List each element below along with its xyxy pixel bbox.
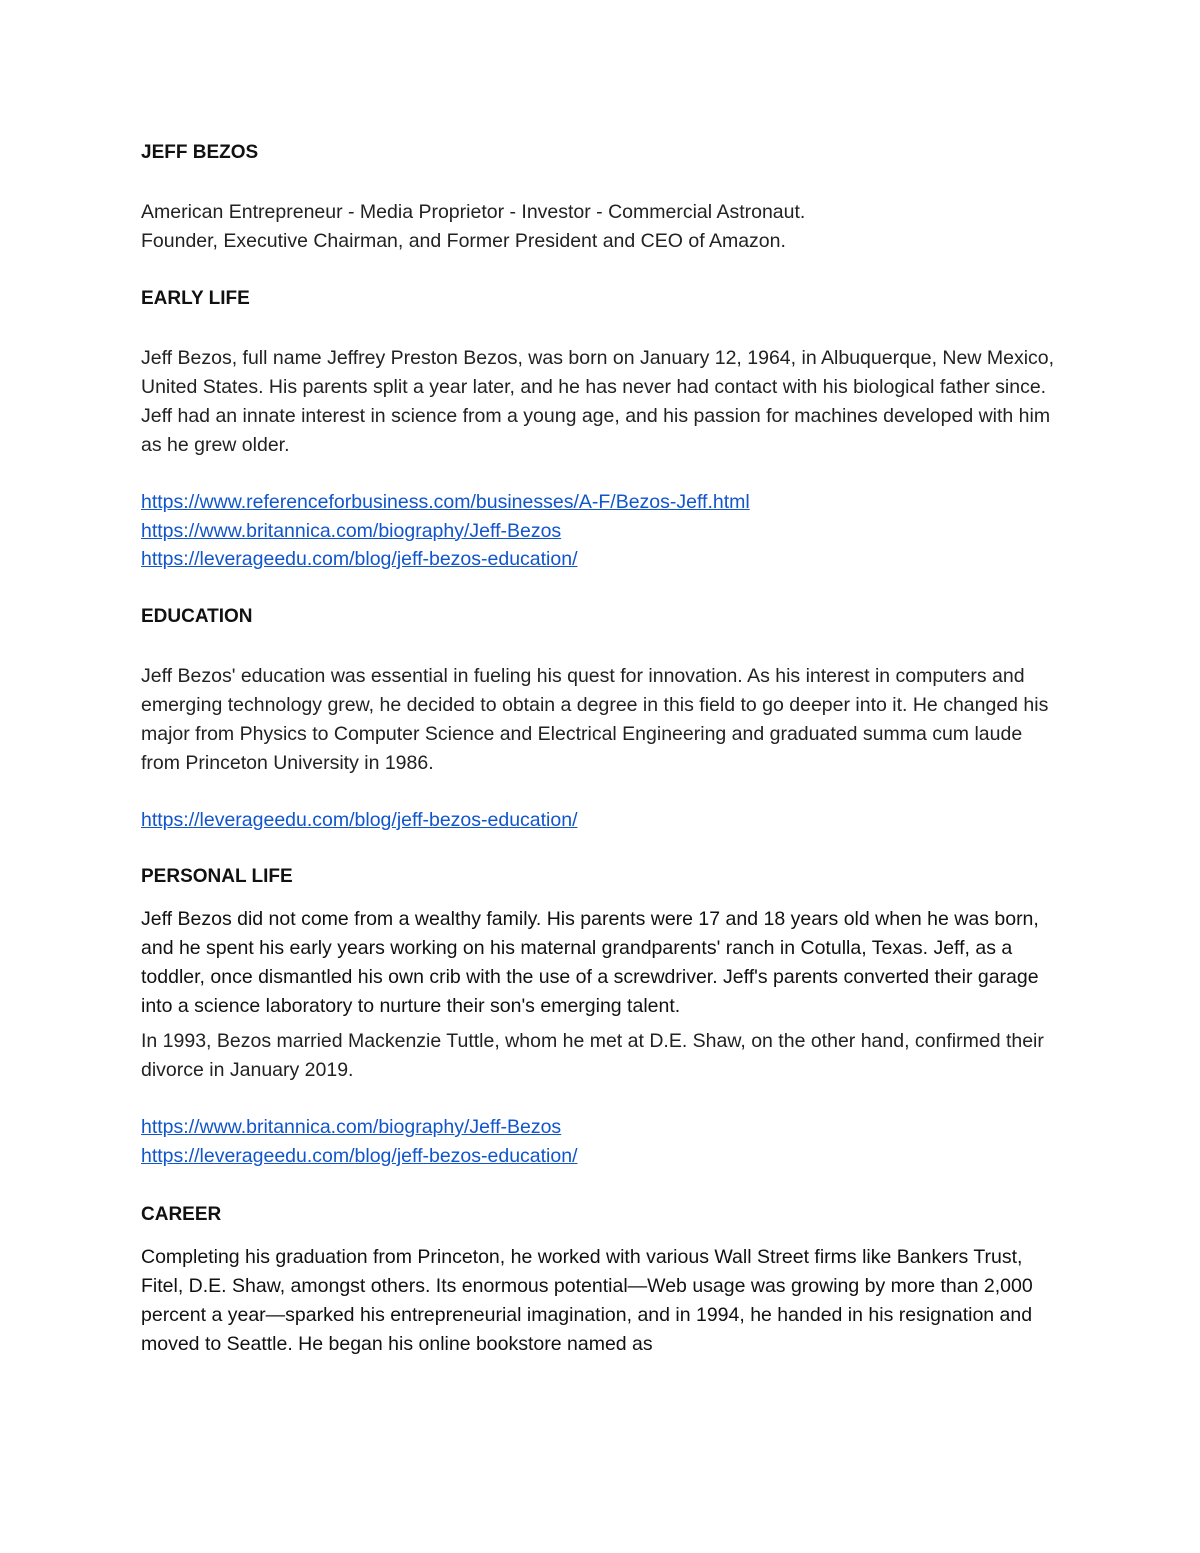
career-paragraph: Completing his graduation from Princeton, he worked with various Wall Street firms like Bankers Trust, Fitel, D.E. Shaw, amongst others. Its enormous potential—Web usage was growing by more than 2,000 percent a year—sparked his entrepreneurial imagination, and in 1994, he handed in his resignation and moved to Seattle. He began his online bookstore named as bbox=[141, 1246, 1033, 1355]
personal-life-link-britannica[interactable]: https://www.britannica.com/biography/Jeff-Bezos bbox=[141, 1116, 562, 1138]
early-life-heading: EARLY LIFE bbox=[141, 288, 250, 309]
early-life-paragraph: Jeff Bezos, full name Jeffrey Preston Bezos, was born on January 12, 1964, in Albuquerque, New Mexico, United States. His parents split a year later, and he has never had contact with his biological father since. Jeff had an innate interest in science from a young age, and his passion for machines developed with him as he grew older. bbox=[141, 347, 1055, 456]
personal-life-link-leverageedu[interactable]: https://leverageedu.com/blog/jeff-bezos-education/ bbox=[141, 1144, 578, 1167]
intro-line-1: American Entrepreneur - Media Proprietor - Investor - Commercial Astronaut. bbox=[141, 201, 806, 223]
personal-life-heading: PERSONAL LIFE bbox=[141, 866, 293, 887]
education-heading: EDUCATION bbox=[141, 605, 253, 627]
document-page bbox=[141, 138, 1066, 1359]
education-link-leverageedu[interactable]: https://leverageedu.com/blog/jeff-bezos-education/ bbox=[141, 808, 578, 831]
early-life-link-britannica[interactable]: https://www.britannica.com/biography/Jeff-Bezos bbox=[141, 519, 562, 542]
personal-life-paragraph-2: In 1993, Bezos married Mackenzie Tuttle, whom he met at D.E. Shaw, on the other hand, confirmed their divorce in January 2019. bbox=[141, 1030, 1044, 1081]
early-life-link-leverageedu[interactable]: https://leverageedu.com/blog/jeff-bezos-education/ bbox=[141, 548, 578, 570]
document-title: JEFF BEZOS bbox=[141, 142, 259, 163]
education-paragraph: Jeff Bezos' education was essential in fueling his quest for innovation. As his interest in computers and emerging technology grew, he decided to obtain a degree in this field to go deeper into it. He changed his major from Physics to Computer Science and Electrical Engineering and graduated summa cum laude from Princeton University in 1986. bbox=[141, 664, 1049, 774]
early-life-link-referenceforbusiness[interactable]: https://www.referenceforbusiness.com/businesses/A-F/Bezos-Jeff.html bbox=[141, 491, 750, 513]
intro-line-2: Founder, Executive Chairman, and Former President and CEO of Amazon. bbox=[141, 230, 786, 252]
career-heading: CAREER bbox=[141, 1204, 222, 1225]
personal-life-paragraph-1: Jeff Bezos did not come from a wealthy family. His parents were 17 and 18 years old when he was born, and he spent his early years working on his maternal grandparents' ranch in Cotulla, Texas. Jeff, as a toddler, once dismantled his own crib with the use of a screwdriver. Jeff's parents converted their garage into a science laboratory to nurture their son's emerging talent. bbox=[141, 908, 1039, 1017]
